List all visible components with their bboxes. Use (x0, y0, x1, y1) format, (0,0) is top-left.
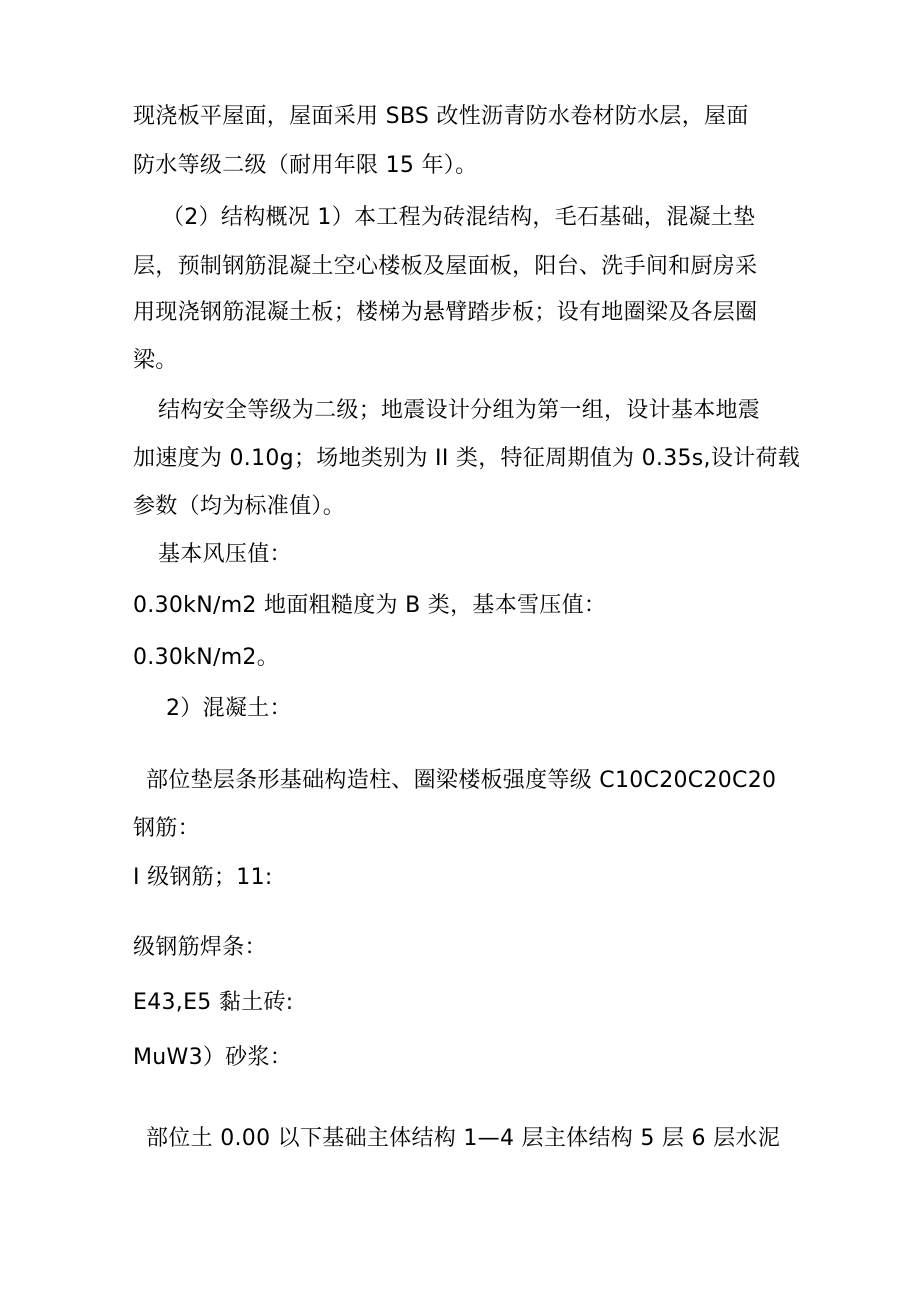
text-line: 级钢筋焊条： (133, 935, 267, 960)
text-line: 现浇板平屋面，屋面采用 SBS 改性沥青防水卷材防水层，屋面 (133, 104, 749, 129)
text-line: 基本风压值： (158, 542, 292, 567)
text-line: 0.30kN∕m2 地面粗糙度为 B 类，基本雪压值： (133, 593, 607, 618)
text-line: MuW3）砂浆： (133, 1045, 293, 1070)
text-line: （2）结构概况 1）本工程为砖混结构，毛石基础，混凝土垫 (162, 205, 756, 230)
text-line: 防水等级二级（耐用年限 15 年）。 (133, 153, 478, 178)
text-line: 2）混凝土： (166, 696, 292, 721)
text-line: 结构安全等级为二级；地震设计分组为第一组，设计基本地震 (158, 398, 761, 423)
text-line: 加速度为 0.10g；场地类别为 II 类，特征周期值为 0.35s,设计荷载 (133, 446, 801, 471)
text-line: 梁。 (133, 348, 178, 373)
text-line: 参数（均为标准值）。 (133, 494, 346, 519)
text-line: 0.30kN∕m2。 (133, 645, 280, 670)
text-line: 部位土 0.00 以下基础主体结构 1—4 层主体结构 5 层 6 层水泥 (146, 1126, 781, 1151)
text-line: 用现浇钢筋混凝土板；楼梯为悬臂踏步板；设有地圈梁及各层圈 (133, 300, 758, 325)
text-line: 钢筋： (133, 816, 200, 841)
text-line: 部位垫层条形基础构造柱、圈梁楼板强度等级 C10C20C20C20 (146, 768, 777, 793)
text-line: E43,E5 黏土砖: (133, 990, 294, 1015)
text-line: I 级钢筋；11: (133, 865, 273, 890)
text-line: 层，预制钢筋混凝土空心楼板及屋面板，阳台、洗手间和厨房采 (133, 254, 758, 279)
